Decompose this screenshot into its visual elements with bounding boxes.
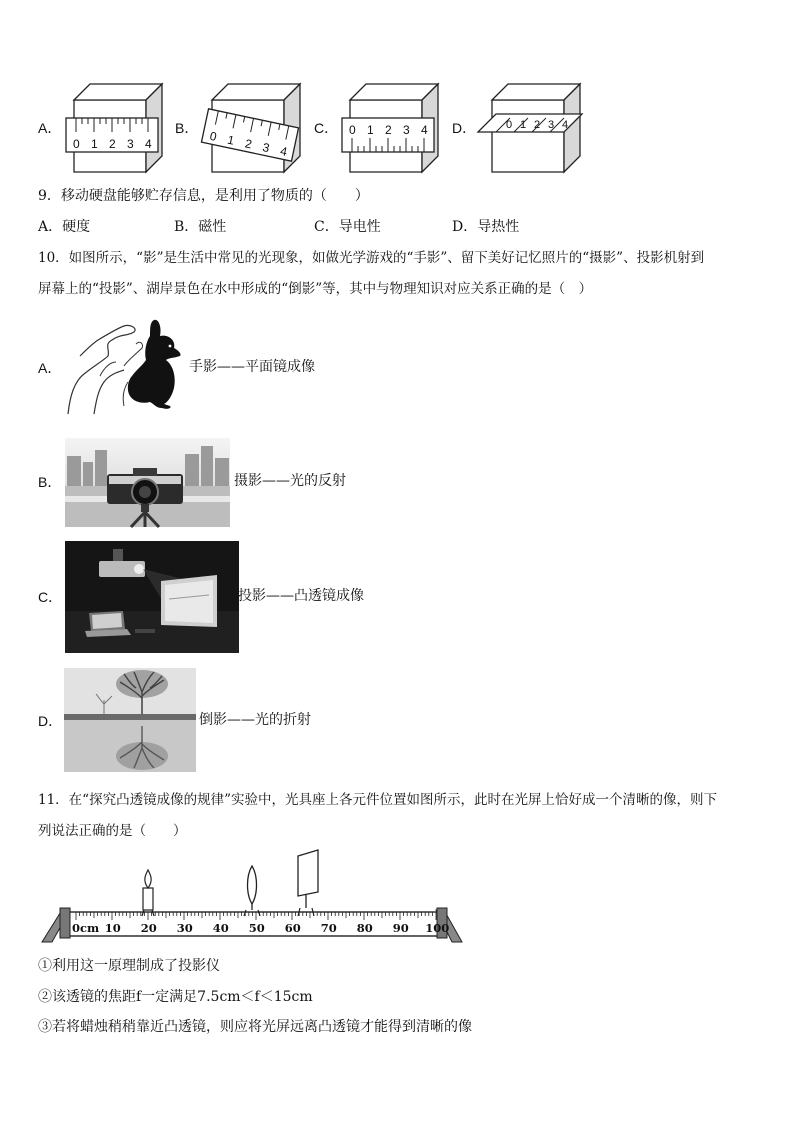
- hand-shadow-image: [64, 316, 188, 416]
- q8-b-mark: 0: [208, 128, 218, 144]
- bench-label: 50: [248, 921, 265, 935]
- candle-icon: [142, 870, 154, 916]
- q9-option-b-letter: B．: [174, 219, 199, 235]
- q9-option-a-letter: A．: [38, 219, 63, 235]
- q9-stem: 9．移动硬盘能够贮存信息，是利用了物质的（ ）: [38, 188, 369, 204]
- bench-label: 20: [140, 921, 157, 935]
- convex-lens-icon: [244, 866, 260, 916]
- q10-option-a-text: 手影——平面镜成像: [189, 359, 315, 375]
- q11-stem-line1: 11．在“探究凸透镜成像的规律”实验中，光具座上各元件位置如图所示，此时在光屏上恰好成一个清晰的像，则下: [38, 792, 717, 808]
- q8-option-b-letter: B．: [175, 120, 199, 136]
- bench-label: 60: [284, 921, 301, 935]
- q10-option-a-letter: A．: [38, 360, 62, 376]
- q8-d-mark: 0: [506, 119, 513, 131]
- q9-option-d[interactable]: [452, 217, 519, 237]
- q9-option-d-letter: D．: [452, 219, 478, 235]
- q11-statement-3: ③若将蜡烛稍稍靠近凸透镜，则应将光屏远离凸透镜才能得到清晰的像: [38, 1019, 472, 1035]
- q10-option-c-text: 投影——凸透镜成像: [238, 588, 364, 604]
- q11-statement-1: ①利用这一原理制成了投影仪: [38, 958, 220, 974]
- bench-label: 80: [356, 921, 373, 935]
- q8-a-mark: 2: [109, 137, 116, 151]
- q8-b-mark: 2: [243, 136, 254, 152]
- q10-option-c-letter: C．: [38, 589, 63, 605]
- tree-reflection-photo: [64, 668, 196, 772]
- bench-label: 30: [176, 921, 193, 935]
- q8-b-mark: 4: [278, 143, 289, 159]
- q10-option-d-letter: D．: [38, 713, 63, 729]
- q11-stem-line2: 列说法正确的是（ ）: [38, 823, 187, 839]
- camera-photo: [65, 438, 230, 527]
- q8-c-mark: 1: [367, 123, 374, 137]
- q10-option-b-letter: B．: [38, 474, 62, 490]
- q11-statement-2: ②该透镜的焦距f一定满足7.5cm＜f＜15cm: [38, 989, 313, 1005]
- q9-option-c-letter: C．: [314, 219, 339, 235]
- q9-option-c-text: 导电性: [338, 219, 381, 235]
- q9-option-b[interactable]: [174, 217, 226, 237]
- q10-option-d-text: 倒影——光的折射: [199, 712, 311, 728]
- bench-label: 70: [320, 921, 337, 935]
- q8-b-mark: 3: [261, 140, 271, 156]
- q8-c-mark: 2: [385, 123, 392, 137]
- q8-option-b-figure: [200, 80, 304, 176]
- q8-d-mark: 4: [562, 119, 569, 131]
- q8-d-mark: 1: [520, 119, 527, 131]
- q9-option-a[interactable]: [38, 217, 90, 237]
- q8-c-mark: 4: [421, 123, 428, 137]
- q8-a-mark: 1: [91, 137, 98, 151]
- projector-photo: [65, 541, 239, 653]
- q9-option-d-text: 导热性: [477, 219, 520, 235]
- q8-a-mark: 4: [145, 137, 152, 151]
- q10-stem-line1: 10．如图所示，“影”是生活中常见的光现象，如做光学游戏的“手影”、留下美好记忆照片的“摄影”、投影机射到: [38, 250, 705, 266]
- bench-label: 100: [425, 921, 450, 935]
- q8-d-mark: 3: [548, 119, 555, 131]
- q8-d-mark: 2: [534, 119, 541, 131]
- q9-option-b-text: 磁性: [198, 219, 227, 235]
- q8-a-mark: 3: [127, 137, 134, 151]
- q8-option-d-letter: D．: [452, 120, 477, 136]
- q8-c-mark: 0: [349, 123, 356, 137]
- q10-stem-line2: 屏幕上的“投影”、湖岸景色在水中形成的“倒影”等，其中与物理知识对应关系正确的是（ ）: [38, 281, 593, 297]
- q8-option-c-figure: [338, 80, 442, 176]
- q8-option-d-figure: [476, 80, 586, 176]
- q8-a-mark: 0: [73, 137, 80, 151]
- optical-bench-figure: [40, 846, 464, 946]
- bench-label: 0cm: [72, 921, 100, 935]
- bench-label: 40: [212, 921, 229, 935]
- q8-b-mark: 1: [226, 132, 236, 148]
- q9-option-a-text: 硬度: [62, 219, 91, 235]
- q8-option-a-figure: [62, 80, 166, 176]
- q9-option-c[interactable]: [314, 217, 381, 237]
- q8-option-a-letter: A．: [38, 120, 62, 136]
- q8-c-mark: 3: [403, 123, 410, 137]
- q10-option-b-text: 摄影——光的反射: [234, 473, 346, 489]
- bench-label: 90: [392, 921, 409, 935]
- light-screen-icon: [298, 850, 318, 916]
- bench-label: 10: [104, 921, 121, 935]
- q8-option-c-letter: C．: [314, 120, 339, 136]
